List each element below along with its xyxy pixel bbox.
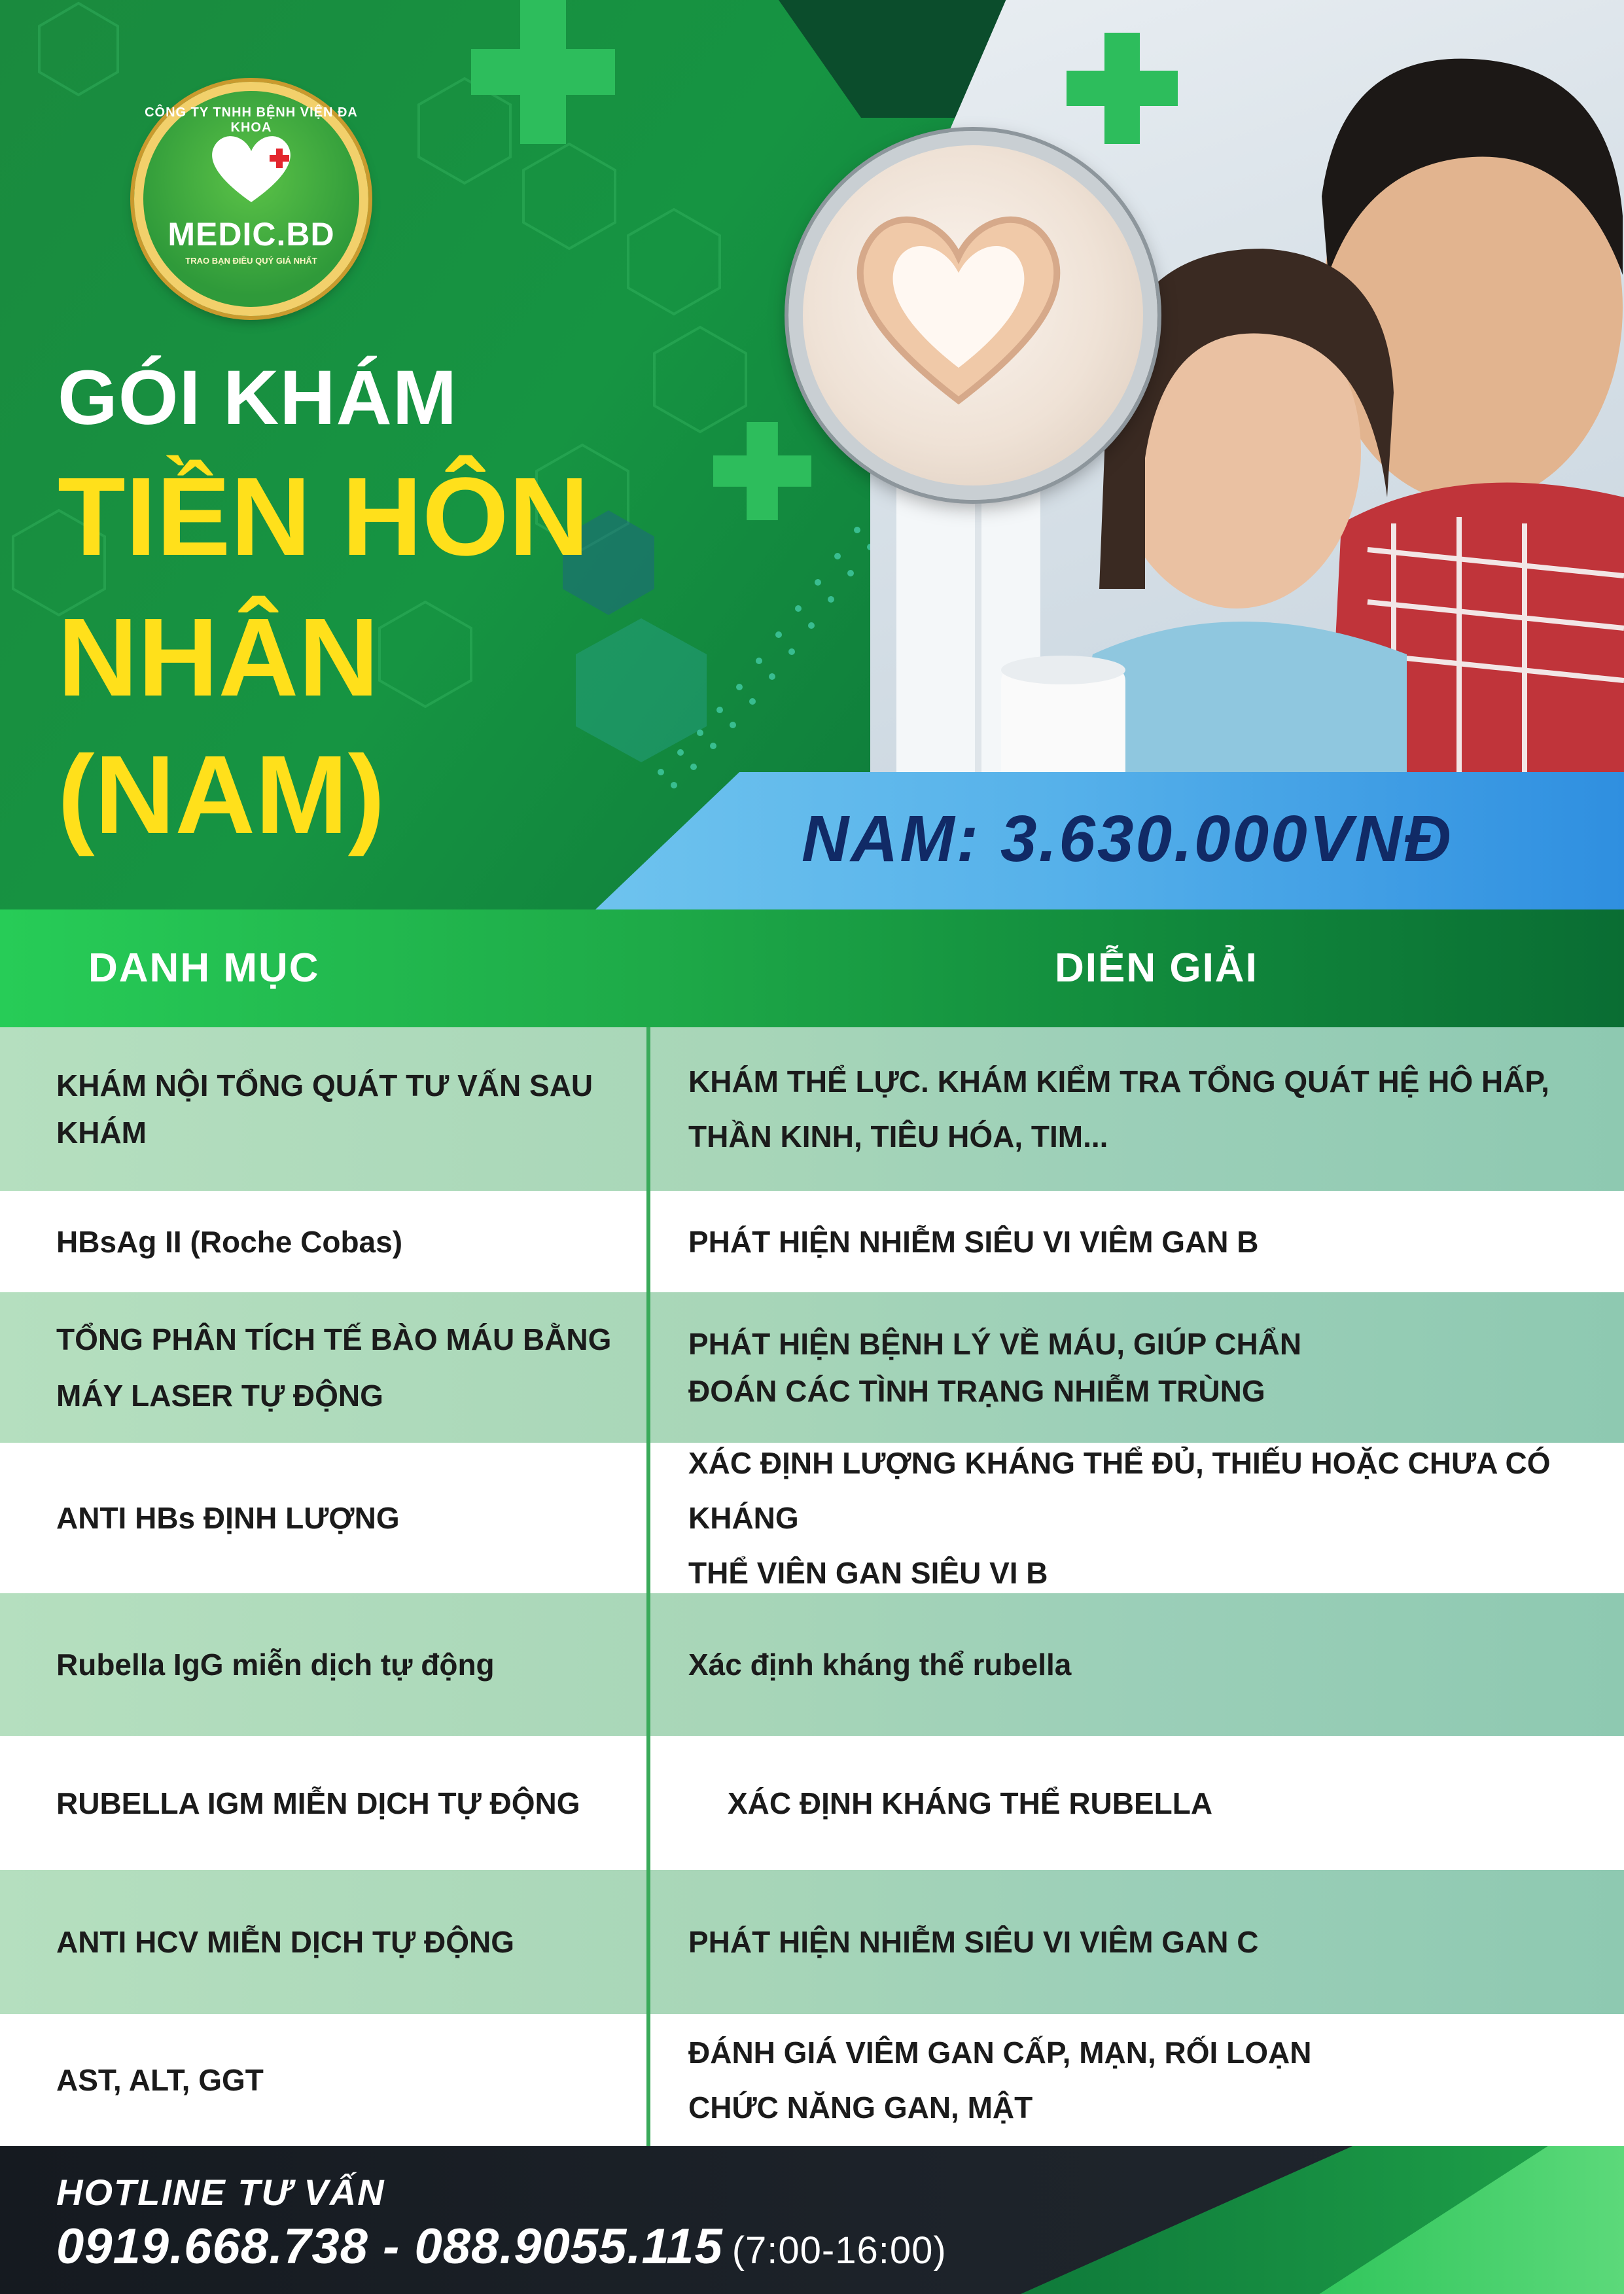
table-row [0,1593,1624,1736]
row-description: XÁC ĐỊNH LƯỢNG KHÁNG THỂ ĐỦ, THIẾU HOẶC CHƯA CÓ KHÁNG THỂ VIÊN GAN SIÊU VI B [688,1446,1551,1590]
row-description: Xác định kháng thể rubella [688,1648,1072,1682]
row-category: Rubella IgG miễn dịch tự động [56,1648,495,1682]
table-row [0,1736,1624,1870]
row-description: ĐÁNH GIÁ VIÊM GAN CẤP, MẠN, RỐI LOẠN CHỨC NĂNG GAN, MẬT [688,2036,1312,2125]
medical-cross-icon [1067,33,1178,144]
table-row [0,2014,1624,2146]
row-description: XÁC ĐỊNH KHÁNG THỂ RUBELLA [728,1786,1213,1820]
row-category: AST, ALT, GGT [56,2063,264,2097]
price-label: NAM: 3.630.000VNĐ [802,802,1453,875]
row-description: PHÁT HIỆN BỆNH LÝ VỀ MÁU, GIÚP CHẨN ĐOÁN CÁC TÌNH TRẠNG NHIỄM TRÙNG [688,1327,1302,1408]
hotline-hours: (7:00-16:00) [732,2229,947,2272]
medical-cross-icon [713,422,811,520]
row-category: KHÁM NỘI TỔNG QUÁT TƯ VẤN SAU KHÁM [56,1068,593,1150]
heart-logo-icon [205,130,297,209]
medic-bd-logo [134,82,368,316]
column-header-category: DANH MỤC [88,945,320,991]
hotline-phones[interactable] [56,2218,947,2275]
table-body [0,1027,1624,2146]
title-line-4: (NAM) [58,733,385,857]
title-line-2: TIỀN HÔN [58,455,590,579]
logo-brand: MEDIC.BD [168,216,335,253]
row-category: RUBELLA IGM MIỄN DỊCH TỰ ĐỘNG [56,1786,580,1820]
title-line-3: NHÂN [58,595,380,720]
title-line-1: GÓI KHÁM [58,355,458,441]
table-row [0,1292,1624,1443]
column-header-description: DIỄN GIẢI [1055,945,1258,991]
heart-hands-photo [788,131,1157,500]
table-row [0,1191,1624,1292]
table-row [0,1443,1624,1593]
column-divider [646,1027,650,2146]
hotline-numbers[interactable]: 0919.668.738 - 088.9055.115 [56,2219,723,2274]
row-category: ANTI HCV MIỄN DỊCH TỰ ĐỘNG [56,1925,515,1959]
table-header [0,909,1624,1027]
table-row [0,1870,1624,2014]
hotline-label: HOTLINE TƯ VẤN [56,2172,385,2213]
row-category: TỔNG PHÂN TÍCH TẾ BÀO MÁU BẰNG MÁY LASER TỰ ĐỘNG [56,1322,612,1413]
logo-company-text: CÔNG TY TNHH BỆNH VIỆN ĐA KHOA [145,105,358,135]
hero-section [0,0,1624,909]
row-category: ANTI HBs ĐỊNH LƯỢNG [56,1501,400,1535]
logo-slogan: TRAO BẠN ĐIỀU QUÝ GIÁ NHẤT [185,256,317,266]
table-row [0,1027,1624,1191]
row-description: KHÁM THỂ LỰC. KHÁM KIỂM TRA TỔNG QUÁT HỆ HÔ HẤP, THẦN KINH, TIÊU HÓA, TIM... [688,1065,1549,1154]
row-description: PHÁT HIỆN NHIỄM SIÊU VI VIÊM GAN B [688,1224,1259,1259]
medical-cross-icon [471,0,615,144]
row-description: PHÁT HIỆN NHIỄM SIÊU VI VIÊM GAN C [688,1925,1259,1959]
row-category: HBsAg II (Roche Cobas) [56,1224,403,1259]
